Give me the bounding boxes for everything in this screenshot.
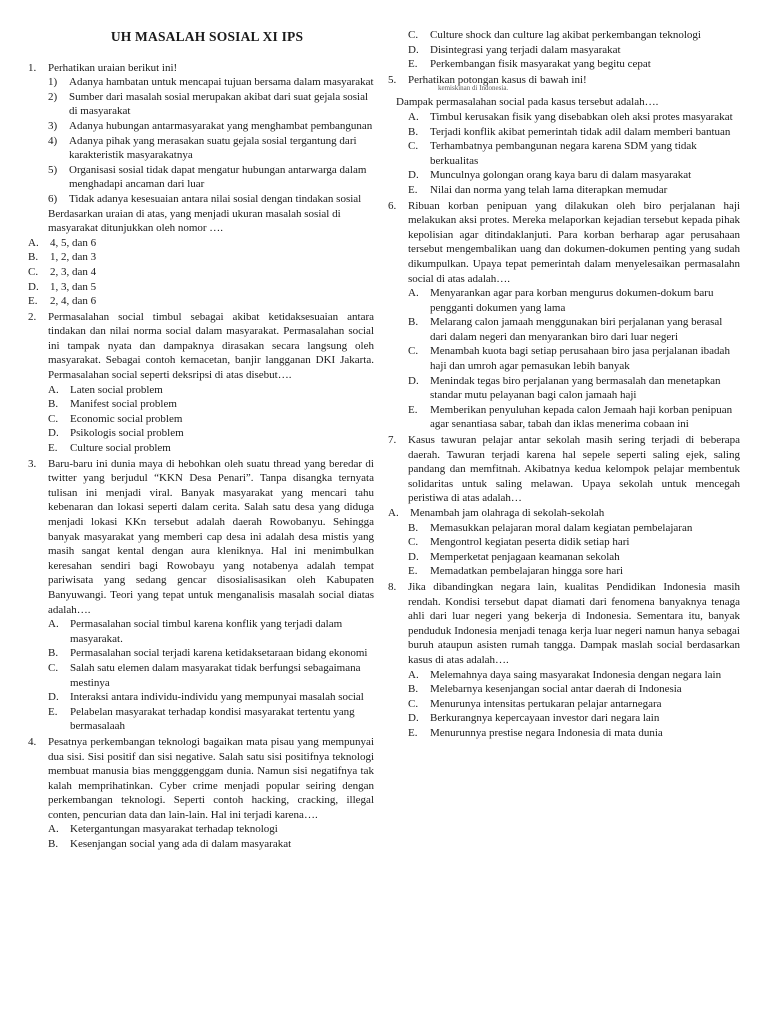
option-letter: A.	[28, 236, 39, 249]
statement-item	[48, 163, 374, 192]
answer-option[interactable]	[408, 697, 740, 712]
statement-text: Sumber dari masalah sosial merupakan akibat dari suat gejala sosial di masyarakat	[69, 90, 369, 118]
question-stem: Permasalahan social timbul sebagai akibat ketidaksesuaian antara tindakan dan nilai norma social dalam masyarakat. Permasalahan social ini tampak nyata dan dampaknya dirasakan secara langsung oleh masyarakat. Sebagai contoh kemacetan, banjir langganan DKI Jakarta. Permasalahan social seperti deksripsi di atas disebut….	[48, 310, 374, 382]
answer-option[interactable]	[408, 711, 740, 726]
option-text: Menindak tegas biro perjalanan yang bermasalah dan menetapkan standar mutu pelayanan bagi calon jamaah haji	[430, 374, 721, 402]
option-text: 4, 5, dan 6	[50, 236, 97, 249]
option-text: Munculnya golongan orang kaya baru di dalam masyarakat	[430, 169, 692, 182]
question-3	[28, 457, 374, 734]
question-stem: Perhatikan potongan kasus di bawah ini!	[408, 73, 587, 86]
option-text: Memasukkan pelajaran moral dalam kegiatan pembelajaran	[430, 521, 693, 534]
option-text: Melebarnya kesenjangan social antar daerah di Indonesia	[430, 683, 682, 696]
option-text: Permasalahan social timbul karena konflik yang terjadi dalam masyarakat.	[70, 618, 343, 645]
option-letter: C.	[408, 345, 419, 358]
question-stem: Ribuan korban penipuan yang dilakukan oleh biro perjalanan haji melakukan aksi protes. Mereka melaporkan kejadian tersebut kepada pihak kepolisian agar ditindaklanjuti. Para korban berharap agar perusahaan tersebut mengembalikan uang dan dokumen-dokumen penting yang sudah dikumpulkan. Upaya tepat pemerintah dalam menyelesaikan permasalahn social di atas adalah….	[408, 199, 740, 285]
answer-option[interactable]	[28, 294, 374, 309]
option-text: Kesenjangan social yang ada di dalam masyarakat	[70, 838, 292, 851]
question-2	[28, 310, 374, 456]
answer-option[interactable]	[48, 397, 374, 412]
statement-number: 3)	[48, 119, 58, 132]
answer-option[interactable]	[408, 315, 740, 344]
answer-option[interactable]	[408, 374, 740, 403]
option-text: Memberikan penyuluhan kepada calon Jemaah haji korban penipuan agar senantiasa sabar, tabah dan iklas menerima cobaan ini	[430, 403, 733, 431]
option-text: Economic social problem	[70, 412, 183, 425]
question-stem: Jika dibandingkan negara lain, kualitas Pendidikan Indonesia masih rendah. Kondisi tersebut dapat diamati dari fenomena banyaknya tenaga ahli dari luar negeri yang bekerja di Indonesia. Sementara itu, banyak penduduk Indonesia menjadi tenaga kerja luar negeri namun hanya sebagai buruh ataupun asisten rumah tangga. Dampak maslah social berdasarkan kasus di atas adalah….	[408, 580, 740, 666]
option-letter: C.	[28, 265, 39, 278]
statement-number: 6)	[48, 192, 58, 205]
answer-option[interactable]	[28, 250, 374, 265]
question-4	[28, 735, 374, 852]
statement-item	[48, 90, 374, 119]
option-letter: D.	[408, 43, 419, 56]
statement-item	[48, 134, 374, 163]
question-number: 2.	[28, 310, 37, 323]
option-text: Memadatkan pembelajaran hingga sore hari	[430, 565, 624, 578]
answer-option[interactable]	[48, 705, 374, 734]
answer-option[interactable]	[48, 383, 374, 398]
option-text: 2, 4, dan 6	[50, 295, 97, 308]
answer-option[interactable]	[48, 690, 374, 705]
question-8	[388, 580, 740, 741]
option-text: Terjadi konflik akibat pemerintah tidak adil dalam memberi bantuan	[430, 125, 731, 138]
option-text: Melemahnya daya saing masyarakat Indonesia dengan negara lain	[430, 668, 722, 681]
option-text: 1, 3, dan 5	[50, 280, 97, 293]
option-letter: E.	[408, 726, 418, 739]
answer-option[interactable]	[48, 822, 374, 837]
question-number: 6.	[388, 199, 397, 212]
option-letter: E.	[48, 442, 58, 455]
answer-option[interactable]	[408, 564, 740, 579]
option-letter: B.	[28, 251, 39, 264]
option-letter: A.	[48, 383, 59, 396]
option-letter: E.	[28, 295, 38, 308]
question-prompt: Dampak permasalahan social pada kasus tersebut adalah….	[396, 96, 659, 109]
question-number: 4.	[28, 735, 37, 748]
option-letter: D.	[408, 169, 419, 182]
option-letter: D.	[408, 374, 419, 387]
option-text: Menurunya intensitas pertukaran pelajar antarnegara	[430, 697, 662, 710]
right-column	[388, 28, 740, 742]
statement-item	[48, 75, 374, 90]
option-letter: A.	[48, 618, 59, 631]
option-text: Melarang calon jamaah menggunakan biri perjalanan yang berasal dari dalam negeri dan menyarankan biro dari luar negeri	[430, 316, 723, 343]
left-column	[28, 28, 374, 853]
answer-option[interactable]	[48, 426, 374, 441]
question-6	[388, 199, 740, 433]
option-text: Menambah jam olahraga di sekolah-sekolah	[410, 507, 605, 519]
answer-option[interactable]	[408, 286, 740, 315]
statement-text: Adanya pihak yang merasakan suatu gejala sosial tergantung dari karakteristik masyarakatnya	[69, 134, 357, 162]
option-text: Mengontrol kegiatan peserta didik setiap hari	[430, 536, 630, 549]
answer-option[interactable]	[48, 646, 374, 661]
answer-option[interactable]	[408, 682, 740, 697]
option-letter: E.	[408, 565, 418, 578]
option-text: Culture shock dan culture lag akibat perkembangan teknologi	[430, 29, 701, 41]
option-letter: E.	[408, 58, 418, 71]
option-letter: A.	[48, 823, 59, 836]
option-letter: D.	[28, 280, 39, 293]
statement-text: Adanya hubungan antarmasyarakat yang menghambat pembangunan	[69, 119, 373, 132]
question-number: 8.	[388, 580, 397, 593]
option-letter: A.	[408, 110, 419, 123]
option-letter: B.	[48, 398, 59, 411]
statement-text: Adanya hambatan untuk mencapai tujuan bersama dalam masyarakat	[69, 76, 374, 89]
answer-option[interactable]	[408, 43, 740, 58]
question-number: 5.	[388, 73, 397, 86]
question-5	[388, 73, 740, 198]
option-text: Timbul kerusakan fisik yang disebabkan oleh aksi protes masyarakat	[430, 110, 733, 123]
statement-number: 1)	[48, 76, 58, 89]
option-letter: B.	[48, 647, 59, 660]
option-text: Manifest social problem	[70, 398, 177, 411]
answer-option[interactable]	[408, 550, 740, 565]
option-text: Laten social problem	[70, 383, 163, 396]
question-number: 1.	[28, 61, 37, 74]
option-text: Perkembangan fisik masyarakat yang begitu cepat	[430, 58, 651, 71]
question-7	[388, 433, 740, 579]
option-letter: B.	[408, 683, 419, 696]
option-text: Ketergantungan masyarakat terhadap teknologi	[70, 823, 278, 836]
answer-option[interactable]	[28, 265, 374, 280]
option-letter: B.	[48, 838, 59, 851]
option-letter: C.	[48, 412, 59, 425]
answer-option[interactable]	[408, 726, 740, 741]
question-stem: Baru-baru ini dunia maya di hebohkan oleh suatu thread yang beredar di twitter yang berjudul “KKN Desa Penari”. Tanpa disangka ternyata tulisan ini menjadi viral. Banyak masyarakat yang mencari tahu kebenaran dan lokasi seperti dalam cerita. Salah satu desa yang diduga menjadi lokasi KKn tersebut adalah daerah Rowobanyu. Sehingga banyak masyarakat yang memberi cap desa ini adalah desa mistis yang masih sangat kental dengan aura kleniknya. Hal ini menimbulkan keresahan sendiri bagi Rowobayu yang notabenya adalah tempat pariwisata yang sedang gencar disosialisasikan oleh Kabupaten Banyuwangi. Teori yang tepat untuk menganalisis masalah social diatas adalah….	[48, 457, 374, 616]
option-letter: C.	[408, 29, 419, 41]
answer-option[interactable]	[408, 403, 740, 432]
option-text: Nilai dan norma yang telah lama diterapkan memudar	[430, 183, 668, 196]
answer-option[interactable]	[408, 28, 740, 43]
option-text: Psikologis social problem	[70, 427, 184, 440]
question-stem: Kasus tawuran pelajar antar sekolah masih sering terjadi di beberapa daerah. Tawuran terjadi karena hal sepele seperti saling ejek, saling pandang dan memfitnah. Akibatnya kedua kelompok pelajar membentuk solidaritas untuk saling melawan. Upaya sekolah untuk mencegah peristiwa di atas adalah…	[408, 434, 740, 505]
option-text: Salah satu elemen dalam masyarakat tidak berfungsi sebagaimana mestinya	[70, 661, 361, 689]
option-text: Permasalahan social terjadi karena ketidaksetaraan bidang ekonomi	[70, 647, 368, 660]
option-letter: E.	[408, 403, 418, 416]
option-letter: E.	[48, 705, 58, 718]
answer-option[interactable]	[408, 110, 740, 125]
option-text: 1, 2, dan 3	[50, 251, 97, 264]
statement-number: 2)	[48, 90, 58, 103]
answer-option[interactable]	[408, 668, 740, 683]
statement-number: 5)	[48, 163, 58, 176]
question-1	[28, 61, 374, 309]
answer-option[interactable]	[408, 139, 740, 168]
case-excerpt-cropped: kemiskinan di Indonesia.	[438, 85, 509, 92]
option-letter: C.	[408, 140, 419, 153]
option-letter: D.	[48, 691, 59, 704]
option-text: Pelabelan masyarakat terhadap kondisi masyarakat tertentu yang bermasalaah	[70, 705, 355, 733]
answer-option[interactable]	[28, 280, 374, 295]
statement-text: Organisasi sosial tidak dapat mengatur hubungan antarwarga dalam menghadapi ancaman dari luar	[69, 163, 367, 191]
question-stem: Perhatikan uraian berikut ini!	[48, 61, 178, 74]
option-letter: C.	[408, 697, 419, 710]
option-letter: B.	[408, 316, 419, 329]
option-text: Terhambatnya pembangunan negara karena SDM yang tidak berkualitas	[430, 140, 697, 167]
question-4-continued	[388, 28, 740, 72]
answer-option[interactable]	[408, 183, 740, 198]
option-letter: D.	[48, 427, 59, 440]
answer-option[interactable]	[408, 344, 740, 373]
option-letter: A.	[408, 287, 419, 300]
statement-item	[48, 119, 374, 134]
answer-option[interactable]	[408, 521, 740, 536]
option-letter: D.	[408, 712, 419, 725]
option-text: Menyarankan agar para korban mengurus dokumen-dokum baru pengganti dokumen yang lama	[430, 287, 714, 314]
option-text: Memperketat penjagaan keamanan sekolah	[430, 550, 620, 563]
answer-option[interactable]	[408, 57, 740, 72]
option-letter: B.	[408, 125, 419, 138]
statement-item	[48, 192, 374, 207]
answer-option[interactable]	[408, 535, 740, 550]
answer-option[interactable]	[48, 837, 374, 852]
answer-option[interactable]	[48, 441, 374, 456]
option-text: 2, 3, dan 4	[50, 265, 97, 278]
option-text: Culture social problem	[70, 442, 171, 455]
question-stem: Pesatnya perkembangan teknologi bagaikan mata pisau yang mempunyai dua sisi. Sisi positif dan sisi negative. Salah satu sisi positifnya teknologi membuat manusia bias mengggenggam dunia. Namun sisi negatifnya tak kalah memprihatinkan. Cyber crime menjadi popular seiring dengan perkembangan teknologi. Seperti contoh hacking, cracking, illegal conten, pencurian data dan lain-lain. Hal ini terjadi karena….	[48, 735, 374, 821]
answer-option[interactable]	[408, 168, 740, 183]
option-letter: A.	[408, 668, 419, 681]
question-number: 3.	[28, 457, 37, 470]
statement-number: 4)	[48, 134, 58, 147]
option-text: Interaksi antara individu-individu yang mempunyai masalah social	[70, 691, 364, 704]
answer-option[interactable]	[408, 125, 740, 140]
answer-option[interactable]	[48, 412, 374, 427]
option-text: Menambah kuota bagi setiap perusahaan biro jasa perjalanan ibadah haji dan umroh agar pemasukan lebih banyak	[430, 345, 730, 373]
answer-option[interactable]	[48, 661, 374, 690]
question-prompt: Berdasarkan uraian di atas, yang menjadi ukuran masalah sosial di masyarakat ditunjukkan oleh nomor ….	[48, 207, 341, 235]
option-letter: C.	[48, 661, 59, 674]
answer-option[interactable]	[28, 236, 374, 251]
page-title: UH MASALAH SOSIAL XI IPS	[110, 29, 304, 44]
option-text: Disintegrasi yang terjadi dalam masyarakat	[430, 43, 621, 56]
answer-option[interactable]	[388, 506, 740, 521]
option-letter: B.	[408, 521, 419, 534]
option-text: Menurunnya prestise negara Indonesia di mata dunia	[430, 726, 663, 739]
option-letter: C.	[408, 536, 419, 549]
answer-option[interactable]	[48, 617, 374, 646]
option-letter: A.	[388, 507, 399, 519]
option-text: Berkurangnya kepercayaan investor dari negara lain	[430, 712, 660, 725]
statement-text: Tidak adanya kesesuaian antara nilai sosial dengan tindakan sosial	[69, 192, 362, 205]
option-letter: D.	[408, 550, 419, 563]
question-number: 7.	[388, 434, 397, 447]
option-letter: E.	[408, 183, 418, 196]
